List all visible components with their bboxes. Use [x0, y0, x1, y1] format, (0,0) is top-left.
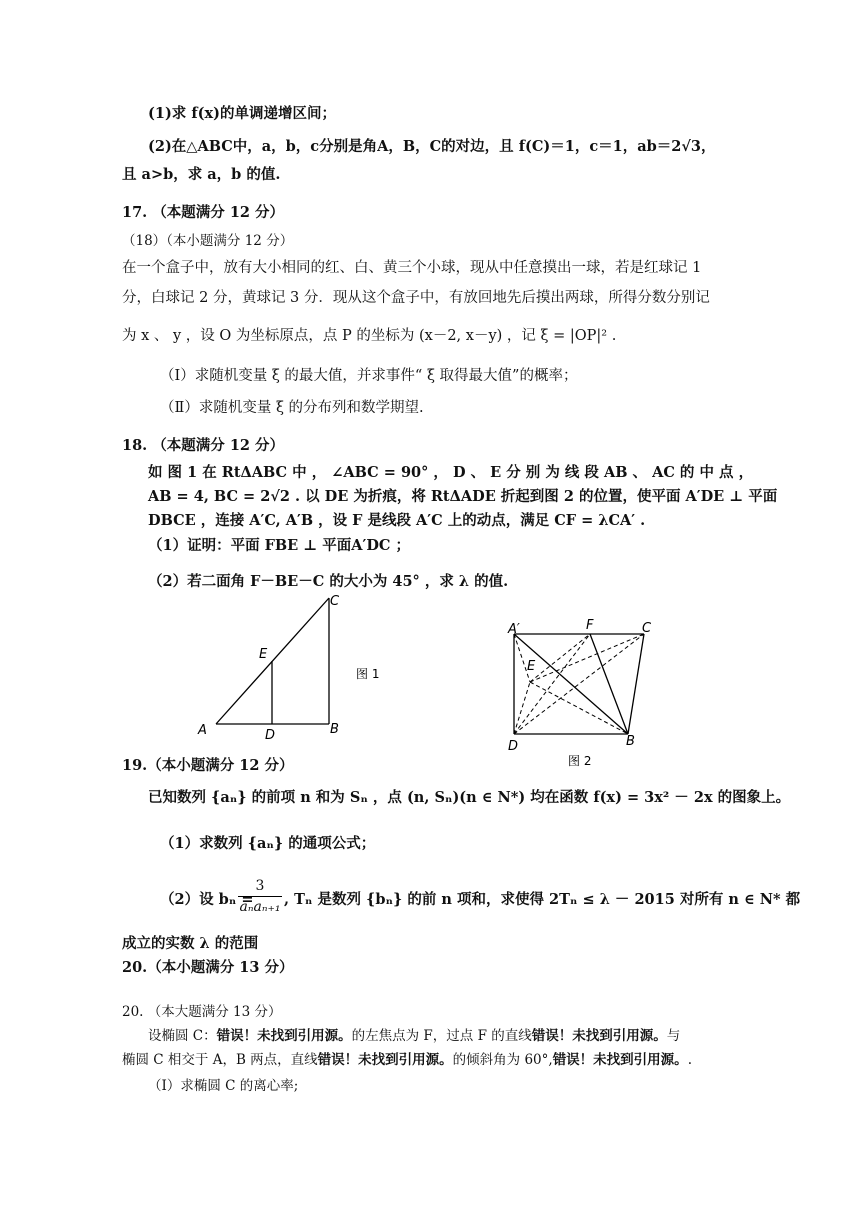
fig2-label-e: E: [527, 659, 536, 674]
q16-part1: (1)求 f(x)的单调递增区间；: [148, 105, 336, 122]
fig1-label-e: E: [259, 647, 268, 662]
q19-line1: 已知数列 {aₙ} 的前项 n 和为 Sₙ ，点 (n, Sₙ)(n ∈ N*) 均在函数 f(x) = 3x² － 2x 的图象上。: [148, 789, 791, 806]
q18-line3: DBCE ，连接 A′C, A′B ，设 F 是线段 A′C 上的动点，满足 CF = λCA′ .: [148, 512, 646, 529]
q17-header: 17. （本题满分 12 分）: [122, 204, 285, 221]
q20-line2: [122, 1050, 692, 1070]
q18-part2: （2）若二面角 F－BE－C 的大小为 45° ，求 λ 的值.: [148, 573, 509, 590]
q17-line1: 在一个盒子中，放有大小相同的红、白、黄三个小球，现从中任意摸出一球，若是红球记 1: [122, 260, 702, 276]
q17-part1: （Ⅰ）求随机变量 ξ 的最大值，并求事件“ ξ 取得最大值”的概率；: [160, 368, 578, 384]
q20-line1-a: 设椭圆 C：: [148, 1028, 217, 1044]
fig2-dash-e-b: [530, 682, 628, 734]
q20-error-2: 错误！未找到引用源。: [531, 1028, 667, 1044]
q20-part1: （Ⅰ）求椭圆 C 的离心率;: [148, 1078, 299, 1094]
q20-line2-c: .: [687, 1052, 692, 1068]
q20-line2-a: 椭圆 C 相交于 A，B 两点，直线: [122, 1052, 318, 1068]
q18-header: 18. （本题满分 12 分）: [122, 437, 285, 454]
q20-sub-header: 20. （本大题满分 13 分）: [122, 1004, 282, 1020]
q20-error-1: 错误！未找到引用源。: [216, 1028, 352, 1044]
fig2-label-c: C: [642, 621, 652, 636]
fig2-edge-c-b: [628, 634, 644, 734]
q20-error-4: 错误！未找到引用源。: [552, 1052, 688, 1068]
fig2-dash-e-c: [530, 634, 644, 682]
fig2-label-d: D: [508, 739, 519, 754]
q20-line1-c: 与: [666, 1028, 681, 1044]
fig2-caption: 图 2: [568, 754, 592, 768]
q17-part2: （Ⅱ）求随机变量 ξ 的分布列和数学期望.: [160, 400, 424, 416]
fig1-label-b: B: [330, 722, 339, 737]
q20-line1-b: 的左焦点为 F，过点 F 的直线: [351, 1028, 532, 1044]
q20-line2-b: 的倾斜角为 60°,: [452, 1052, 553, 1068]
q19-fraction: [238, 876, 282, 917]
q18-line2: AB = 4, BC = 2√2 . 以 DE 为折痕，将 RtΔADE 折起到图 2 的位置，使平面 A′DE ⊥ 平面: [148, 488, 778, 505]
q20-line1: [148, 1026, 680, 1046]
q18-part1: （1）证明：平面 FBE ⊥ 平面A′DC ；: [148, 537, 410, 554]
figure-1: [190, 588, 400, 748]
q20-header: 20.（本小题满分 13 分）: [122, 959, 294, 976]
q19-header: 19.（本小题满分 12 分）: [122, 757, 294, 774]
fig2-dash-d-f: [514, 634, 590, 734]
figure-2: [500, 612, 680, 772]
fig1-caption: 图 1: [356, 667, 380, 681]
q17-sub-header: （18）（本小题满分 12 分）: [122, 233, 294, 249]
fig2-label-b: B: [626, 734, 635, 749]
q17-line3: 为 x 、 y ，设 O 为坐标原点，点 P 的坐标为 (x－2, x－y) ，记 ξ = |OP|² .: [122, 328, 617, 344]
q17-line2: 分，白球记 2 分，黄球记 3 分．现从这个盒子中，有放回地先后摸出两球，所得分数分别记: [122, 290, 710, 306]
q19-line-end: 成立的实数 λ 的范围: [122, 935, 259, 952]
q19-fraction-numerator: 3: [238, 876, 282, 897]
fig1-label-a: A: [198, 723, 207, 738]
q19-part2-prefix: （2）设 bₙ =: [160, 891, 254, 908]
q20-error-3: 错误！未找到引用源。: [317, 1052, 453, 1068]
q19-fraction-denominator: aₙaₙ₊₁: [239, 899, 281, 915]
q19-part1: （1）求数列 {aₙ} 的通项公式；: [160, 835, 376, 852]
fig1-label-c: C: [330, 594, 340, 609]
fig2-dash-d-e: [514, 682, 530, 734]
fig1-label-d: D: [265, 728, 276, 743]
fig2-label-f: F: [586, 618, 594, 633]
q16-part2-line1: (2)在△ABC中，a，b，c分别是角A，B，C的对边，且 f(C)＝1，c＝1，ab＝2√3，: [148, 138, 716, 155]
q19-part2-rest: , Tₙ 是数列 {bₙ} 的前 n 项和，求使得 2Tₙ ≤ λ － 2015 对所有 n ∈ N* 都: [284, 891, 801, 908]
q16-part2-line2: 且 a>b，求 a，b 的值.: [122, 166, 281, 183]
q18-line1: 如 图 1 在 RtΔABC 中 ， ∠ABC = 90° ， D 、 E 分 别 为 线 段 AB 、 AC 的 中 点 ，: [148, 464, 754, 481]
fig2-label-a: A′: [508, 622, 520, 637]
